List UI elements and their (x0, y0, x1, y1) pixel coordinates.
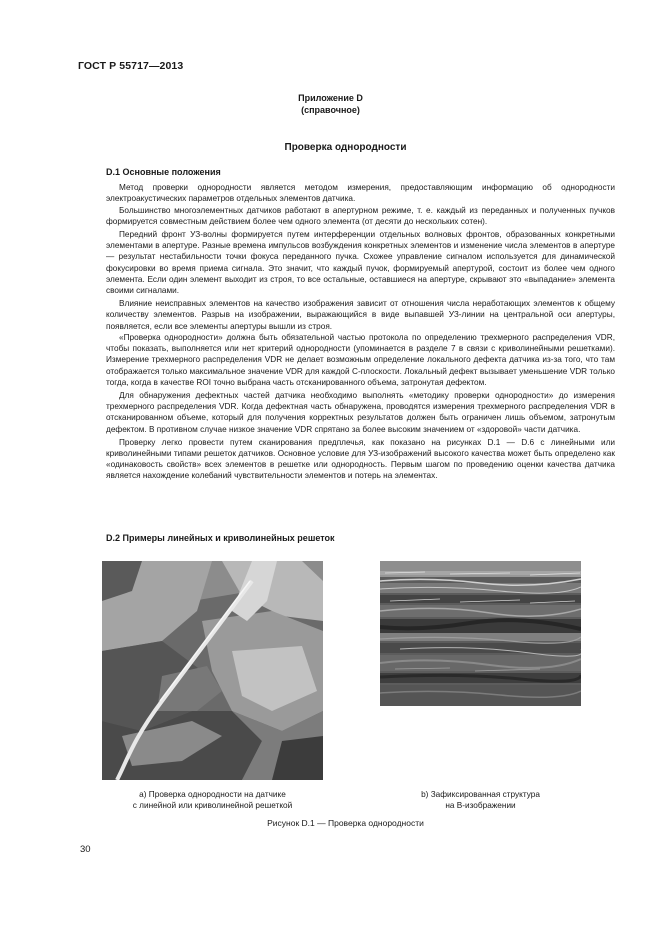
caption-a-line2: с линейной или криволинейной решеткой (132, 801, 293, 810)
ultrasound-b-image (380, 561, 581, 706)
appendix-label (0, 92, 661, 116)
caption-b-line2: на B-изображении (445, 801, 516, 810)
paragraph-6: Для обнаружения дефектных частей датчика необходимо выполнять «методику проверки однородности» до измерения трехмерного распределения VDR. Когда дефектная часть обнаружена, проводятся измерения трехмерного распределения VDR в отсканированном объеме, который для получения корректных результатов должен быть ограничен лишь объемом, затронутым дефектом. В противном случае низкое значение VDR спрятано за более высоким значением от «здоровой» части датчика. (106, 390, 615, 434)
section-title: Проверка однородности (284, 142, 407, 153)
paragraph-2: Большинство многоэлементных датчиков работают в апертурном режиме, т. е. каждый из переданных и полученных пучков формируется совместным действием более чем одного элемента (от десяти до нескольких сотен). (106, 205, 615, 226)
paragraph-7: Проверку легко провести путем сканирования предплечья, как показано на рисунках D.1 — D.6 с линейными или криволинейными типами решеток датчиков. Основное условие для УЗ-изображений высокого качества может быть определено как «одинаковость свойств» всех элементов в решетке или однородность. Первым шагом по проведению оценки качества датчика является нахождение колебаний чувствительности элементов и потерь на элементах. (106, 437, 615, 481)
appendix-title: Приложение D (298, 93, 363, 103)
standard-header: ГОСТ Р 55717—2013 (78, 60, 184, 72)
paragraph-1: Метод проверки однородности является методом измерения, предоставляющим информацию об однородности электроакустических параметров отдельных элементов датчика. (106, 183, 615, 204)
heading-d1: D.1 Основные положения (106, 167, 221, 177)
paragraph-4: Влияние неисправных элементов на качество изображения зависит от отношения числа неработающих элементов к общему количеству элементов. Разрыв на изображении, выражающийся в виде выпавшей УЗ-линии на центральной оси апертуры, появляется, если все элементы апертуры вышли из строя. (106, 298, 615, 331)
photo-forearm-scan (102, 561, 323, 780)
paragraph-5: «Проверка однородности» должна быть обязательной частью протокола по определению трехмерного распределения VDR, чтобы показать, выполняется или нет критерий однородности (упоминается в разделе 7 в связи с криволинейными решетками). Измерение трехмерного распределения VDR не делает возможным определение локального дефекта датчика из-за того, что там отображается только максимальное значение VDR для каждой C-плоскости. Локальный дефект вызывает уменьшение VDR только тогда, когда в качестве ROI точно выбрана часть отсканированного объема, затронутая дефектом. (106, 332, 615, 388)
heading-d2: D.2 Примеры линейных и криволинейных решеток (106, 533, 335, 543)
figure-title: Рисунок D.1 — Проверка однородности (267, 818, 424, 828)
ultrasound-b-image-graphic (380, 561, 581, 706)
appendix-subtitle: (справочное) (301, 105, 360, 115)
caption-b-line1: b) Зафиксированная структура (421, 790, 540, 799)
caption-b (380, 789, 581, 811)
body-text (106, 182, 615, 482)
caption-a (102, 789, 323, 811)
photo-forearm-scan-graphic (102, 561, 323, 780)
paragraph-3: Передний фронт УЗ-волны формируется путем интерференции отдельных волновых фронтов, образованных конкретными элементами в апертуре. Разные времена импульсов возбуждения конкретных элементов и изменение числа элементов в апертуре — результат нестабильности точки фокуса переданного пучка. Схожее управление сигналом используется для динамической фокусировки во время приема сигнала. Это значит, что каждый пучок, формируемый апертурой, состоит из более чем одного элемента. Если один элемент выходит из строя, то все остальные, оставшиеся на апертуре, скрывают это «выпадание» элемента своими сигналами. (106, 229, 615, 296)
page-number: 30 (80, 844, 91, 855)
caption-a-line1: а) Проверка однородности на датчике (139, 790, 286, 799)
